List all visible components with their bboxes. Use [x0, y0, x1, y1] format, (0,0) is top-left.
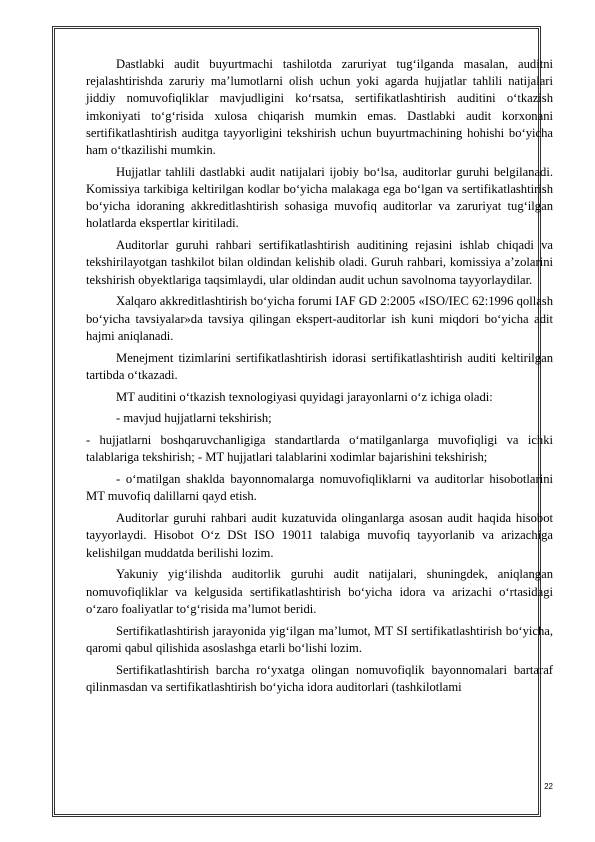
document-body	[86, 56, 553, 701]
paragraph: Yakuniy yig‘ilishda auditorlik guruhi audit natijalari, shuningdek, aniqlangan nomuvofiqliklar va kelgusida sertifikatlashtirish bo‘yicha idora va arizachi o‘rtasidagi o‘zaro foaliyatlar to‘g‘risida ma’lumot beridi.	[86, 567, 553, 616]
paragraph: Menejment tizimlarini sertifikatlashtirish idorasi sertifikatlashtirish auditi keltirilgan tartibda o‘tkazadi.	[86, 350, 553, 382]
paragraph: Xalqaro akkreditlashtirish bo‘yicha forumi IAF GD 2:2005 «ISO/IEC 62:1996 qollash bo‘yicha tavsiyalar»da tavsiya qilingan ekspert-auditorlar ish kuni miqdori bo‘yicha adit hajmi aniqlanadi.	[86, 294, 553, 343]
list-item: - mavjud hujjatlarni tekshirish;	[116, 411, 272, 426]
paragraph: MT auditini o‘tkazish texnologiyasi quyidagi jarayonlarni o‘z ichiga oladi:	[116, 389, 493, 404]
list-item: - hujjatlarni boshqaruvchanligiga standartlarda o‘matilganlarga muvofiqligi va ichki talablariga tekshirish; - MT hujjatlari talablarini xodimlar bajarishini tekshirish;	[86, 433, 553, 465]
page-number: 22	[544, 782, 553, 791]
paragraph: Sertifikatlashtirish barcha ro‘yxatga olingan nomuvofiqlik bayonnomalari bartaraf qilinmasdan va sertifikatlashtirish bo‘yicha idora auditorlari (tashkilotlami	[86, 662, 553, 694]
paragraph: Auditorlar guruhi rahbari sertifikatlashtirish auditining rejasini ishlab chiqadi va tekshirilayotgan tashkilot bilan oldindan kelishib oladi. Guruh rahbari, komissiya a’zolarini tekshirish obyektlariga taqsimlaydi, ular oldindan audit uchun savolnoma tayyorlaydilar.	[86, 238, 553, 287]
list-item: - o‘matilgan shaklda bayonnomalarga nomuvofiqliklarni va auditorlar hisobotlarini MT muvofiq dalillarni qayd etish.	[86, 472, 553, 504]
paragraph: Dastlabki audit buyurtmachi tashilotda zaruriyat tug‘ilganda masalan, auditni rejalashtirishda zaruriy ma’lumotlarni olish uchun yoki agarda hujjatlar tahlili natijalari jiddiy nomuvofiqliklar mavjudligini ko‘rsatsa, sertifikatlashtirish auditini o‘tkazish imkoniyati to‘g‘risida xulosa chiqarish mumkin emas. Dastlabki audit korxonani sertifikatlashtirish auditga tayyorligini tekshirish uchun buyurtmachining hohishi bo‘yicha ham o‘tkazilishi mumkin.	[86, 57, 553, 158]
paragraph: Sertifikatlashtirish jarayonida yig‘ilgan ma’lumot, MT SI sertifikatlashtirish bo‘yicha, qaromi qabul qilishida asoslashga etarli bo‘lishi lozim.	[86, 623, 553, 655]
paragraph: Hujjatlar tahlili dastlabki audit natijalari ijobiy bo‘lsa, auditorlar guruhi belgilanadi. Komissiya tarkibiga keltirilgan kodlar bo‘yicha malakaga ega bo‘lgan va sertifikatlashtirish bo‘yicha idoraning akkreditlashtirish sohasiga muvofiq auditorlar va zaruriyat tug‘ilgan holatlarda ekspertlar kiritiladi.	[86, 164, 553, 231]
paragraph: Auditorlar guruhi rahbari audit kuzatuvida olinganlarga asosan audit haqida hisobot tayyorlaydi. Hisobot O‘z DSt ISO 19011 talabiga muvofiq tayyorlanib va arizachiga kelishilgan muddatda berilishi lozim.	[86, 511, 553, 560]
